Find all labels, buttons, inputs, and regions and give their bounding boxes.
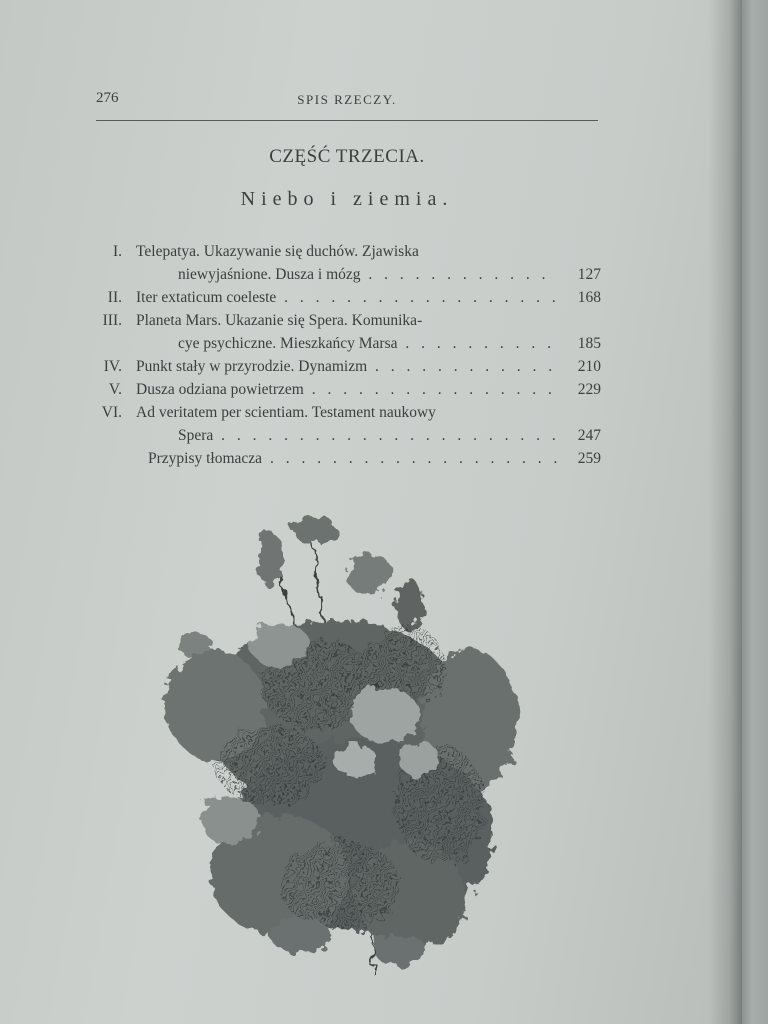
- toc-entry: [84, 355, 604, 378]
- toc-entry: [84, 378, 604, 401]
- entry-page-number: 127: [577, 266, 601, 283]
- chapter-numeral: IV.: [103, 358, 122, 375]
- page-gutter-shadow: [708, 0, 744, 1024]
- entry-page-number: 229: [577, 381, 601, 398]
- flower-bouquet-icon: [160, 505, 530, 1000]
- toc-entry: [84, 401, 604, 447]
- toc-entry: [84, 286, 604, 309]
- header-rule: [96, 120, 598, 121]
- entry-title-line: Przypisy tłomacza . . .: [148, 447, 558, 470]
- chapter-numeral: II.: [107, 289, 122, 306]
- running-head: [96, 88, 598, 114]
- entry-title-line: Planeta Mars. Ukazanie się Spera. Komunika-: [136, 312, 423, 329]
- entry-page-number: 259: [577, 450, 601, 467]
- chapter-numeral: VI.: [101, 404, 122, 421]
- toc-entry: [84, 309, 604, 355]
- chapter-numeral: I.: [112, 243, 122, 260]
- part-title: CZĘŚĆ TRZECIA.: [269, 146, 425, 167]
- toc-entry: [84, 447, 604, 470]
- entry-title-line: Spera . . .: [178, 424, 558, 447]
- toc-entry: [84, 240, 604, 286]
- entry-page-number: 185: [577, 335, 601, 352]
- entry-title-line: Telepatya. Ukazywanie się duchów. Zjawiska: [136, 243, 419, 260]
- entry-page-number: 210: [577, 358, 601, 375]
- entry-page-number: 168: [577, 289, 601, 306]
- entry-title-line: Iter extaticum coeleste . . .: [136, 286, 558, 309]
- entry-title-line: niewyjaśnione. Dusza i mózg . . .: [178, 263, 558, 286]
- entry-title-line: Dusza odziana powietrzem . . .: [136, 378, 558, 401]
- entry-title-line: Punkt stały w przyrodzie. Dynamizm . . .: [136, 355, 558, 378]
- table-of-contents: [84, 240, 604, 470]
- entry-title-line: cye psychiczne. Mieszkańcy Marsa . . .: [178, 332, 558, 355]
- chapter-numeral: V.: [108, 381, 122, 398]
- section-title: Niebo i ziemia.: [240, 188, 454, 210]
- facing-page-edge: [742, 0, 768, 1024]
- running-title: SPIS RZECZY.: [297, 92, 397, 107]
- page-number: 276: [96, 90, 119, 106]
- chapter-numeral: III.: [102, 312, 122, 329]
- entry-page-number: 247: [577, 427, 601, 444]
- entry-title-line: Ad veritatem per scientiam. Testament naukowy: [136, 404, 436, 421]
